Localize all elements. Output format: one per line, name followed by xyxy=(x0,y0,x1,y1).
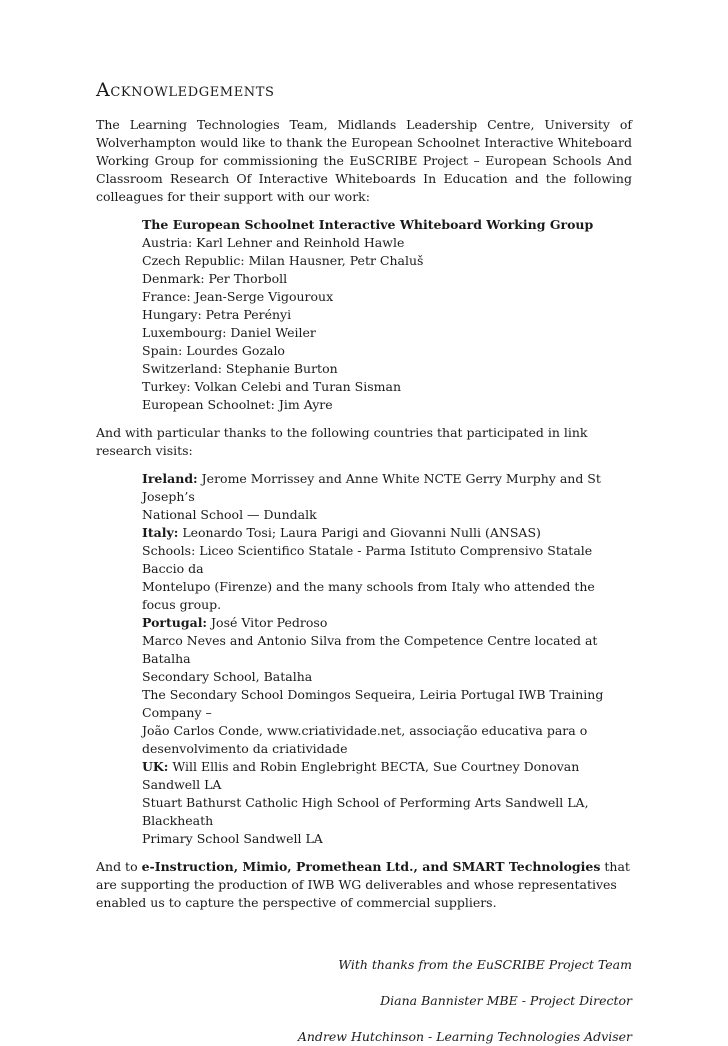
visit-uk-line: Primary School Sandwell LA xyxy=(142,831,323,846)
working-group-member: Austria: Karl Lehner and Reinhold Hawle xyxy=(142,235,405,250)
signature-team: With thanks from the EuSCRIBE Project Team xyxy=(338,957,632,972)
country-label-portugal: Portugal: xyxy=(142,615,208,630)
working-group-member: Denmark: Per Thorboll xyxy=(142,271,288,286)
visit-italy xyxy=(142,524,632,542)
working-group-member: Switzerland: Stephanie Burton xyxy=(142,361,338,376)
signature-block xyxy=(96,956,632,1046)
suppliers-names: e-Instruction, Mimio, Promethean Ltd., and SMART Technologies xyxy=(141,859,601,874)
visit-ireland-line: National School — Dundalk xyxy=(142,507,317,522)
working-group-member: France: Jean-Serge Vigouroux xyxy=(142,289,334,304)
working-group-member: Luxembourg: Daniel Weiler xyxy=(142,325,316,340)
visit-uk-text: Will Ellis and Robin Englebright BECTA, Sue Courtney Donovan Sandwell LA xyxy=(142,759,580,792)
signature-adviser: Andrew Hutchinson - Learning Technologies Adviser xyxy=(297,1029,632,1044)
visit-portugal-line: João Carlos Conde, www.criatividade.net, associação educativa para o xyxy=(142,723,588,738)
visit-ireland xyxy=(142,470,632,506)
visit-uk-line: Stuart Bathurst Catholic High School of Performing Arts Sandwell LA, Blackheath xyxy=(142,795,589,828)
visits-intro: And with particular thanks to the following countries that participated in link research visits: xyxy=(96,425,588,458)
working-group-member: Czech Republic: Milan Hausner, Petr Chaluš xyxy=(142,253,424,268)
signature-director: Diana Bannister MBE - Project Director xyxy=(380,993,632,1008)
visit-uk xyxy=(142,758,632,794)
visit-portugal xyxy=(142,614,632,632)
country-label-ireland: Ireland: xyxy=(142,471,198,486)
visit-portugal-line: Marco Neves and Antonio Silva from the Competence Centre located at Batalha xyxy=(142,633,598,666)
visit-italy-line: Montelupo (Firenze) and the many schools from Italy who attended the focus group. xyxy=(142,579,595,612)
visit-portugal-line: desenvolvimento da criatividade xyxy=(142,741,348,756)
working-group-member: Hungary: Petra Perényi xyxy=(142,307,292,322)
visit-portugal-text: José Vitor Pedroso xyxy=(207,615,328,630)
working-group-title: The European Schoolnet Interactive Whiteboard Working Group xyxy=(142,217,594,232)
suppliers-prefix: And to xyxy=(96,859,142,874)
suppliers-suffix: that are supporting the production of IWB WG deliverables and whose representatives enabled us to capture the perspective of commercial suppliers. xyxy=(96,859,630,910)
working-group-member: European Schoolnet: Jim Ayre xyxy=(142,397,333,412)
page-title: Acknowledgements xyxy=(96,79,275,101)
visit-italy-text: Leonardo Tosi; Laura Parigi and Giovanni Nulli (ANSAS) xyxy=(178,525,541,540)
country-label-italy: Italy: xyxy=(142,525,179,540)
intro-paragraph: The Learning Technologies Team, Midlands Leadership Centre, University of Wolverhampton would like to thank the European Schoolnet Interactive Whiteboard Working Group for commissioning the EuSCRIBE Project – European Schools And Classroom Research Of Interactive Whiteboards In Education and the following colleagues for their support with our work: xyxy=(96,117,632,204)
working-group-list xyxy=(96,216,632,414)
visit-ireland-text: Jerome Morrissey and Anne White NCTE Gerry Murphy and St Joseph’s xyxy=(142,471,601,504)
working-group-member: Turkey: Volkan Celebi and Turan Sisman xyxy=(142,379,402,394)
visit-italy-line: Schools: Liceo Scientifico Statale - Parma Istituto Comprensivo Statale Baccio da xyxy=(142,543,593,576)
working-group-member: Spain: Lourdes Gozalo xyxy=(142,343,285,358)
visit-portugal-line: The Secondary School Domingos Sequeira, Leiria Portugal IWB Training Company – xyxy=(142,687,604,720)
country-label-uk: UK: xyxy=(142,759,169,774)
visits-list xyxy=(96,470,632,848)
visit-portugal-line: Secondary School, Batalha xyxy=(142,669,313,684)
suppliers-paragraph xyxy=(96,858,632,912)
